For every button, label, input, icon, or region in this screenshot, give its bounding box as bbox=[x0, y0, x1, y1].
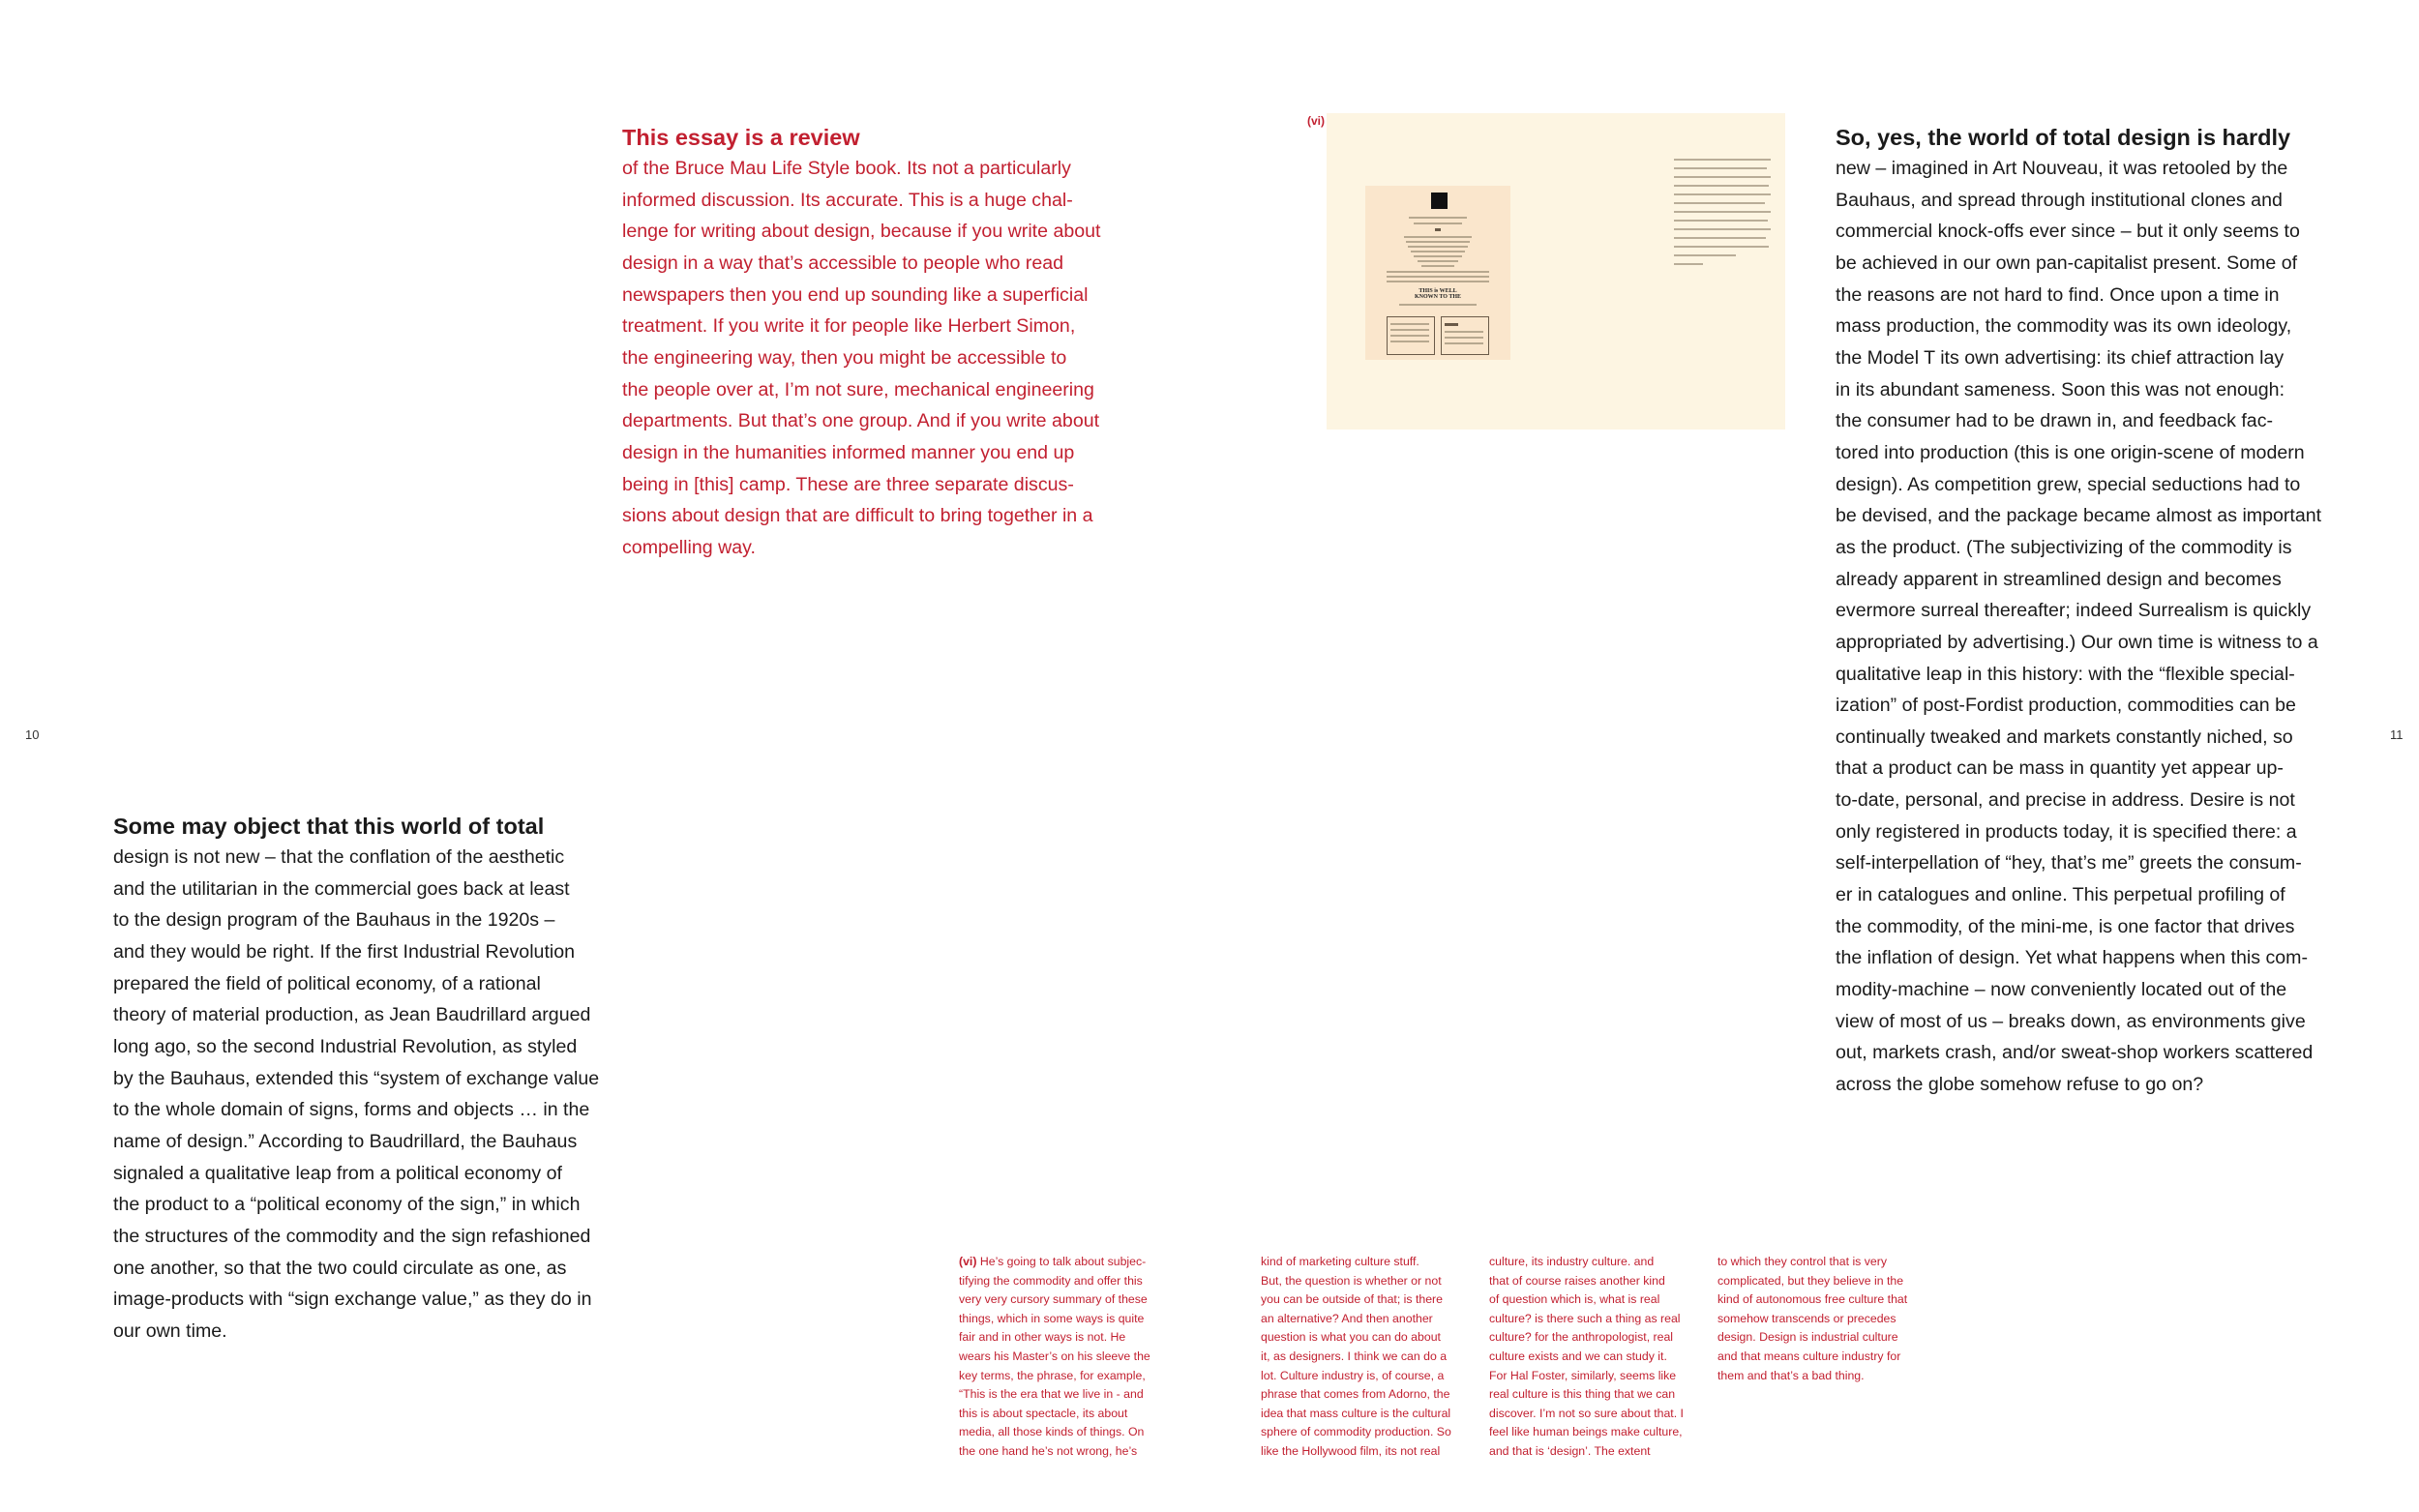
object-line: our own time. bbox=[113, 1319, 227, 1342]
footnote-line: like the Hollywood film, its not real bbox=[1261, 1443, 1441, 1458]
object-line: name of design.” According to Baudrillard, the Bauhaus bbox=[113, 1130, 578, 1152]
object-line: design is not new – that the conflation of the aesthetic bbox=[113, 846, 565, 868]
footnote-line: fair and in other ways is not. He bbox=[959, 1330, 1126, 1345]
object-line: and they would be right. If the first Industrial Revolution bbox=[113, 940, 576, 963]
total-design-line: already apparent in streamlined design and becomes bbox=[1836, 568, 2282, 590]
total-design-line: the inflation of design. Yet what happens when this com- bbox=[1836, 947, 2308, 969]
footnote-line: tifying the commodity and offer this bbox=[959, 1273, 1143, 1288]
total-design-line: the consumer had to be drawn in, and feedback fac- bbox=[1836, 410, 2274, 432]
footnote-line: For Hal Foster, similarly, seems like bbox=[1489, 1368, 1677, 1382]
footnote-line: culture? for the anthropologist, real bbox=[1489, 1330, 1674, 1345]
footnote-line: key terms, the phrase, for example, bbox=[959, 1368, 1146, 1382]
essay-line: informed discussion. Its accurate. This is a huge chal- bbox=[622, 189, 1073, 211]
footnote-line: an alternative? And then another bbox=[1261, 1311, 1433, 1325]
total-design-line: modity-machine – now conveniently located out of the bbox=[1836, 979, 2287, 1001]
total-design-line: ization” of post-Fordist production, commodities can be bbox=[1836, 695, 2296, 717]
footnote-column-1 bbox=[959, 1253, 1150, 1462]
footnote-line: “This is the era that we live in - and bbox=[959, 1387, 1144, 1402]
footnote-line: of question which is, what is real bbox=[1489, 1292, 1660, 1307]
footnote-column-3 bbox=[1489, 1253, 1684, 1462]
total-design-line: the commodity, of the mini-me, is one factor that drives bbox=[1836, 915, 2295, 937]
footnote-line: very very cursory summary of these bbox=[959, 1292, 1148, 1307]
essay-line: design in the humanities informed manner you end up bbox=[622, 441, 1075, 463]
essay-line: design in a way that’s accessible to people who read bbox=[622, 252, 1064, 274]
footnote-marker: (vi) bbox=[959, 1255, 977, 1268]
total-design-line: design). As competition grew, special seductions had to bbox=[1836, 473, 2301, 495]
total-design-block bbox=[1836, 122, 2321, 1101]
essay-line: newspapers then you end up sounding like a superficial bbox=[622, 283, 1089, 306]
footnote-line: kind of autonomous free culture that bbox=[1717, 1292, 1908, 1307]
footnote-line: complicated, but they believe in the bbox=[1717, 1273, 1904, 1288]
total-design-line: the reasons are not hard to find. Once upon a time in bbox=[1836, 283, 2280, 306]
object-heading: Some may object that this world of total bbox=[113, 814, 545, 839]
footnote-line: media, all those kinds of things. On bbox=[959, 1425, 1145, 1439]
total-design-line: the Model T its own advertising: its chief attraction lay bbox=[1836, 346, 2285, 369]
essay-review-block bbox=[622, 122, 1101, 564]
total-design-line: er in catalogues and online. This perpetual profiling of bbox=[1836, 884, 2285, 906]
footnote-line bbox=[959, 1253, 1150, 1272]
footnote-line: you can be outside of that; is there bbox=[1261, 1292, 1443, 1307]
object-line: the product to a “political economy of the sign,” in which bbox=[113, 1194, 581, 1216]
thumbnail-title: THIS is WELL KNOWN TO THE bbox=[1414, 288, 1461, 300]
footnote-column-4 bbox=[1717, 1253, 1907, 1385]
footnote-line: somehow transcends or precedes bbox=[1717, 1311, 1896, 1325]
total-design-heading: So, yes, the world of total design is hardly bbox=[1836, 125, 2291, 150]
footnote-line: culture? is there such a thing as real bbox=[1489, 1311, 1681, 1325]
page-number-right: 11 bbox=[2390, 727, 2404, 742]
footnote-line: this is about spectacle, its about bbox=[959, 1406, 1128, 1420]
total-design-line: be devised, and the package became almost as important bbox=[1836, 505, 2322, 527]
total-design-line: qualitative leap in this history: with the “flexible special- bbox=[1836, 663, 2295, 685]
essay-heading: This essay is a review bbox=[622, 125, 860, 150]
footnote-line: phrase that comes from Adorno, the bbox=[1261, 1387, 1450, 1402]
object-line: signaled a qualitative leap from a political economy of bbox=[113, 1162, 562, 1184]
footnote-line: that of course raises another kind bbox=[1489, 1273, 1665, 1288]
essay-body bbox=[622, 153, 1101, 564]
footnote-line: lot. Culture industry is, of course, a bbox=[1261, 1368, 1445, 1382]
footnote-line: feel like human beings make culture, bbox=[1489, 1425, 1683, 1439]
footnote-line: question is what you can do about bbox=[1261, 1330, 1441, 1345]
book-page-thumbnail bbox=[1365, 186, 1510, 360]
footnote-line: wears his Master’s on his sleeve the bbox=[959, 1349, 1150, 1363]
total-design-line: commercial knock-offs ever since – but it only seems to bbox=[1836, 221, 2300, 243]
footnote-line-text: He’s going to talk about subjec- bbox=[976, 1255, 1147, 1268]
object-line: and the utilitarian in the commercial goes back at least bbox=[113, 877, 570, 900]
figure-image bbox=[1327, 113, 1785, 430]
footnote-line: culture, its industry culture. and bbox=[1489, 1255, 1655, 1268]
total-design-line: to-date, personal, and precise in address. Desire is not bbox=[1836, 789, 2295, 812]
essay-line: being in [this] camp. These are three separate discus- bbox=[622, 473, 1074, 495]
essay-line: the engineering way, then you might be accessible to bbox=[622, 346, 1067, 369]
total-design-line: tored into production (this is one origin-scene of modern bbox=[1836, 441, 2305, 463]
footnote-line: idea that mass culture is the cultural bbox=[1261, 1406, 1451, 1420]
total-design-line: view of most of us – breaks down, as environments give bbox=[1836, 1010, 2306, 1032]
object-block bbox=[113, 811, 599, 1348]
footnote-line: culture exists and we can study it. bbox=[1489, 1349, 1667, 1363]
object-line: to the whole domain of signs, forms and objects … in the bbox=[113, 1099, 590, 1121]
black-square-graphic bbox=[1431, 193, 1448, 209]
total-design-line: that a product can be mass in quantity yet appear up- bbox=[1836, 757, 2284, 780]
footnote-line: sphere of commodity production. So bbox=[1261, 1425, 1451, 1439]
footnote-line: real culture is this thing that we can bbox=[1489, 1387, 1676, 1402]
footnote-line: the one hand he’s not wrong, he’s bbox=[959, 1443, 1138, 1458]
footnote-line: But, the question is whether or not bbox=[1261, 1273, 1442, 1288]
footnote-line: kind of marketing culture stuff. bbox=[1261, 1255, 1419, 1268]
essay-line: sions about design that are difficult to bring together in a bbox=[622, 505, 1093, 527]
total-design-line: out, markets crash, and/or sweat-shop workers scattered bbox=[1836, 1042, 2314, 1064]
total-design-line: as the product. (The subjectivizing of the commodity is bbox=[1836, 536, 2292, 558]
essay-line: the people over at, I’m not sure, mechanical engineering bbox=[622, 378, 1094, 400]
object-line: to the design program of the Bauhaus in the 1920s – bbox=[113, 909, 555, 932]
footnote-line: and that is ‘design’. The extent bbox=[1489, 1443, 1651, 1458]
footnote-line: them and that’s a bad thing. bbox=[1717, 1368, 1865, 1382]
footnote-line: it, as designers. I think we can do a bbox=[1261, 1349, 1448, 1363]
total-design-line: in its abundant sameness. Soon this was not enough: bbox=[1836, 378, 2285, 400]
essay-line: treatment. If you write it for people like Herbert Simon, bbox=[622, 315, 1076, 338]
object-line: theory of material production, as Jean Baudrillard argued bbox=[113, 1004, 591, 1026]
figure-label: (vi) bbox=[1307, 114, 1325, 128]
footnote-line: and that means culture industry for bbox=[1717, 1349, 1901, 1363]
footnote-line: to which they control that is very bbox=[1717, 1255, 1887, 1268]
object-line: long ago, so the second Industrial Revolution, as styled bbox=[113, 1035, 578, 1057]
footnote-column-2 bbox=[1261, 1253, 1451, 1462]
total-design-line: self-interpellation of “hey, that’s me” greets the consum- bbox=[1836, 852, 2302, 875]
essay-line: compelling way. bbox=[622, 536, 756, 558]
total-design-line: new – imagined in Art Nouveau, it was retooled by the bbox=[1836, 158, 2288, 179]
total-design-line: appropriated by advertising.) Our own time is witness to a bbox=[1836, 631, 2318, 653]
essay-line: departments. But that’s one group. And if you write about bbox=[622, 410, 1100, 432]
object-line: one another, so that the two could circulate as one, as bbox=[113, 1257, 567, 1279]
object-line: by the Bauhaus, extended this “system of exchange value bbox=[113, 1067, 600, 1089]
total-design-line: across the globe somehow refuse to go on? bbox=[1836, 1074, 2204, 1096]
total-design-body bbox=[1836, 153, 2321, 1101]
object-line: prepared the field of political economy, of a rational bbox=[113, 972, 541, 994]
total-design-line: Bauhaus, and spread through institutional clones and bbox=[1836, 189, 2283, 211]
total-design-line: mass production, the commodity was its own ideology, bbox=[1836, 315, 2292, 338]
page-number-left: 10 bbox=[25, 727, 40, 742]
footnote-line: design. Design is industrial culture bbox=[1717, 1330, 1898, 1345]
footnote-line: discover. I’m not so sure about that. I bbox=[1489, 1406, 1684, 1420]
total-design-line: only registered in products today, it is specified there: a bbox=[1836, 820, 2297, 843]
total-design-line: continually tweaked and markets constantly niched, so bbox=[1836, 726, 2293, 748]
essay-line: lenge for writing about design, because if you write about bbox=[622, 221, 1101, 243]
footnote-line: things, which in some ways is quite bbox=[959, 1311, 1145, 1325]
total-design-line: be achieved in our own pan-capitalist present. Some of bbox=[1836, 252, 2298, 274]
object-body bbox=[113, 842, 599, 1348]
essay-line: of the Bruce Mau Life Style book. Its not a particularly bbox=[622, 158, 1071, 179]
object-line: image-products with “sign exchange value,” as they do in bbox=[113, 1289, 592, 1311]
object-line: the structures of the commodity and the sign refashioned bbox=[113, 1225, 591, 1247]
total-design-line: evermore surreal thereafter; indeed Surrealism is quickly bbox=[1836, 600, 2312, 622]
